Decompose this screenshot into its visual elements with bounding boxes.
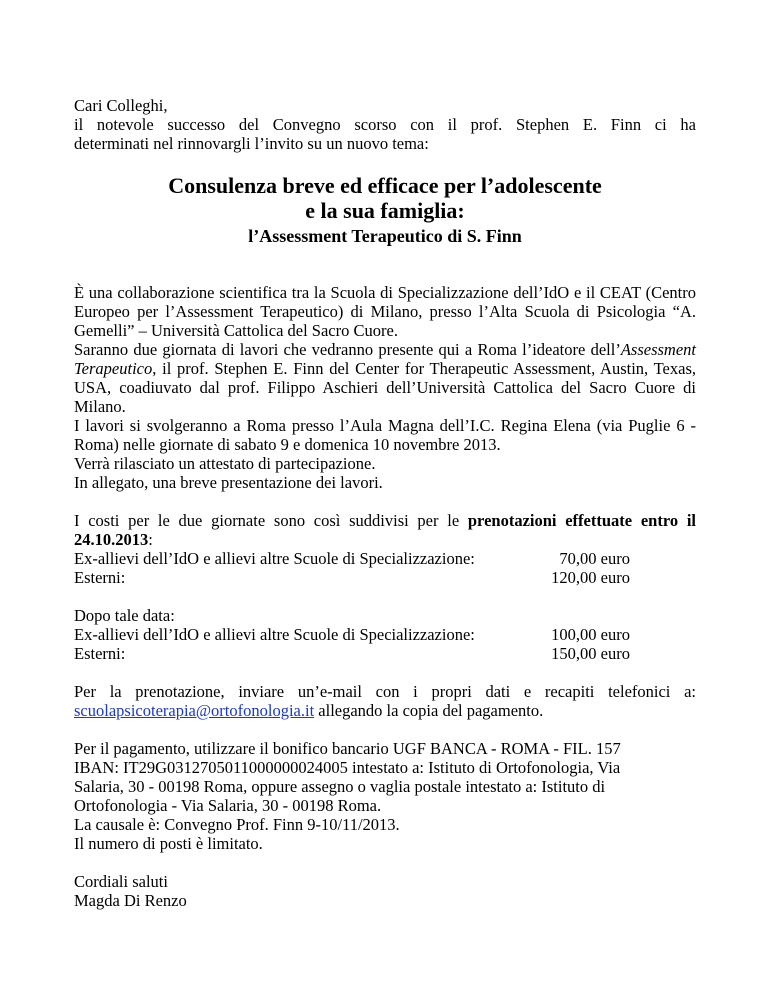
- payment-line-4: Ortofonologia - Via Salaria, 30 - 00198 Roma.: [74, 796, 382, 815]
- closing-salutation: Cordiali saluti: [74, 872, 168, 891]
- price-amount: 100,00 euro: [551, 625, 630, 644]
- booking-email-line: scuolapsicoterapia@ortofonologia.it allegando la copia del pagamento.: [74, 701, 544, 720]
- email-link[interactable]: scuolapsicoterapia@ortofonologia.it: [74, 701, 315, 720]
- price-row-early-external: [74, 568, 696, 587]
- price-row-early-students: [74, 549, 696, 568]
- price-amount: 150,00 euro: [551, 644, 630, 663]
- price-label: Esterni:: [74, 568, 126, 587]
- late-heading: Dopo tale data:: [74, 606, 175, 625]
- seats-limited: Il numero di posti è limitato.: [74, 834, 263, 853]
- assessment-emphasis: Assessment Terapeutico: [74, 340, 696, 378]
- booking-deadline: prenotazioni effettuate entro il 24.10.2013: [74, 511, 696, 549]
- greeting: Cari Colleghi,: [74, 96, 168, 115]
- payment-line-3: Salaria, 30 - 00198 Roma, oppure assegno o vaglia postale intestato a: Istituto di: [74, 777, 606, 796]
- document-subtitle: l’Assessment Terapeutico di S. Finn: [248, 226, 522, 246]
- price-row-late-external: [74, 644, 696, 663]
- price-label: Esterni:: [74, 644, 126, 663]
- costs-intro: I costi per le due giornate sono così suddivisi per le prenotazioni effettuate entro il 24.10.2013:: [74, 511, 696, 549]
- paragraph-certificate: Verrà rilasciato un attestato di partecipazione.: [74, 454, 376, 473]
- letter: [74, 96, 696, 910]
- intro-line-2: determinati nel rinnovargli l’invito su un nuovo tema:: [74, 134, 429, 153]
- document-title-line-1: Consulenza breve ed efficace per l’adolescente: [168, 173, 602, 198]
- paragraph-collaboration: È una collaborazione scientifica tra la Scuola di Specializzazione dell’IdO e il CEAT (Centro Europeo per l’Assessment Terapeutico) di Milano, presso l’Alta Scuola di Psicologia “A. Gemelli” – Università Cattolica del Sacro Cuore.: [74, 283, 696, 340]
- payment-line-1: Per il pagamento, utilizzare il bonifico bancario UGF BANCA - ROMA - FIL. 157: [74, 739, 621, 758]
- paragraph-location: I lavori si svolgeranno a Roma presso l’Aula Magna dell’I.C. Regina Elena (via Puglie 6 - Roma) nelle giornate di sabato 9 e domenica 10 novembre 2013.: [74, 416, 696, 454]
- paragraph-attachment: In allegato, una breve presentazione dei lavori.: [74, 473, 383, 492]
- payment-line-2: IBAN: IT29G0312705011000000024005 intestato a: Istituto di Ortofonologia, Via: [74, 758, 621, 777]
- price-amount: 120,00 euro: [551, 568, 630, 587]
- price-row-late-students: [74, 625, 696, 644]
- document-title-line-2: e la sua famiglia:: [305, 198, 465, 223]
- paragraph-event: Saranno due giornata di lavori che vedranno presente qui a Roma l’ideatore dell’Assessment Terapeutico, il prof. Stephen E. Finn del Center for Therapeutic Assessment, Austin, Texas, USA, coadiuvato dal prof. Filippo Aschieri dell’Università Cattolica del Sacro Cuore di Milano.: [74, 340, 696, 416]
- price-label: Ex-allievi dell’IdO e allievi altre Scuole di Specializzazione:: [74, 625, 475, 644]
- booking-text: Per la prenotazione, inviare un’e-mail con i propri dati e recapiti telefonici a:: [74, 682, 696, 701]
- price-amount: 70,00 euro: [559, 549, 630, 568]
- signature: Magda Di Renzo: [74, 891, 187, 910]
- intro-line-1: il notevole successo del Convegno scorso con il prof. Stephen E. Finn ci ha: [74, 115, 696, 134]
- payment-reason: La causale è: Convegno Prof. Finn 9-10/11/2013.: [74, 815, 400, 834]
- price-label: Ex-allievi dell’IdO e allievi altre Scuole di Specializzazione:: [74, 549, 475, 568]
